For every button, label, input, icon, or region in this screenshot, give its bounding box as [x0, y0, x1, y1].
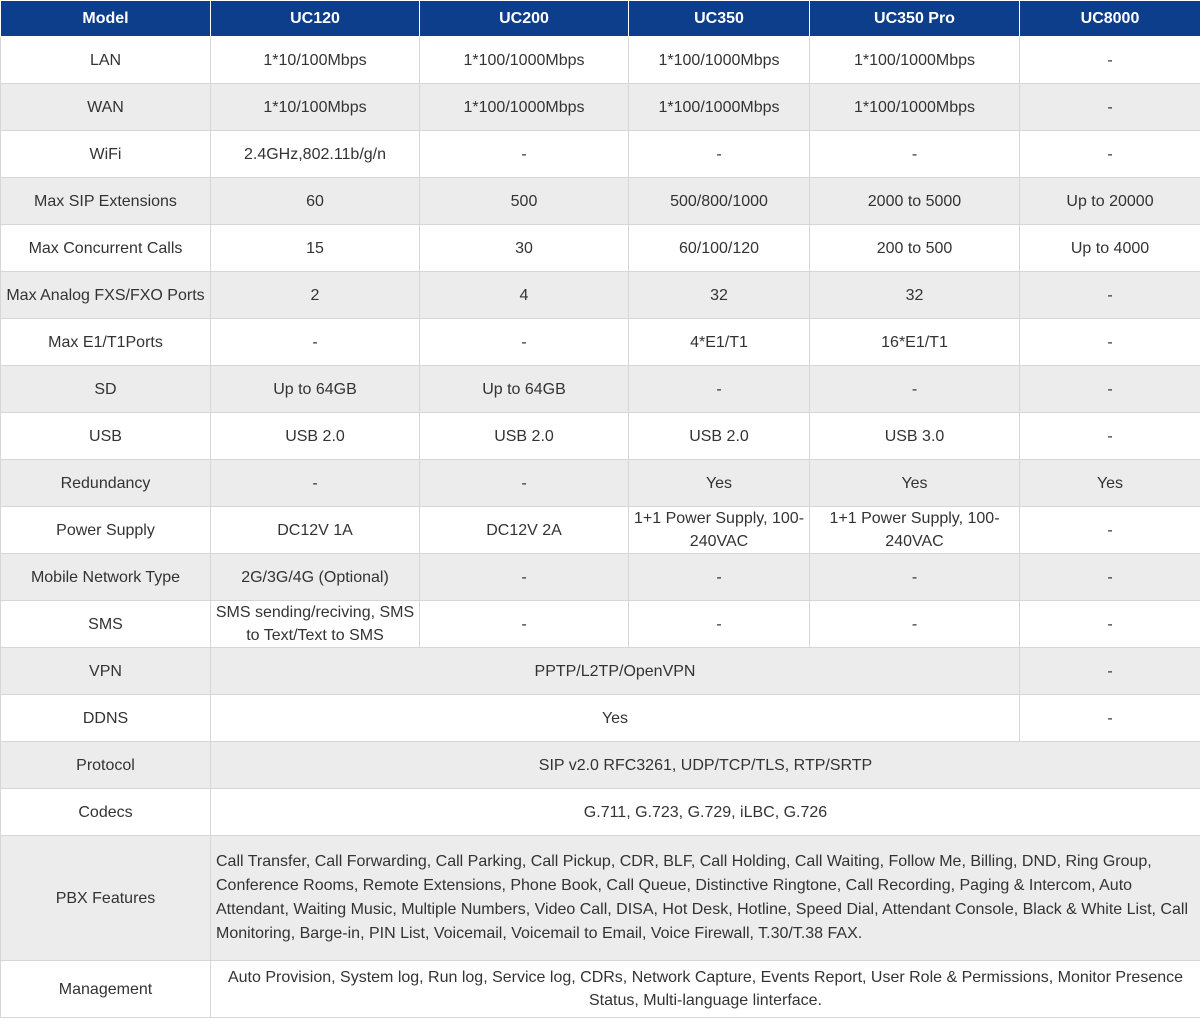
cell: Up to 64GB: [420, 366, 629, 413]
cell: USB 2.0: [629, 413, 810, 460]
row-label: Max Concurrent Calls: [1, 225, 211, 272]
merged-cell: G.711, G.723, G.729, iLBC, G.726: [211, 789, 1200, 836]
row-max-e1-t1-ports: [1, 319, 1200, 366]
cell: 1*10/100Mbps: [211, 84, 420, 131]
cell: Up to 64GB: [211, 366, 420, 413]
cell: 1*100/1000Mbps: [629, 37, 810, 84]
row-pbx-features: [1, 836, 1200, 961]
cell: -: [420, 554, 629, 601]
row-label: PBX Features: [1, 836, 211, 961]
cell: 1*100/1000Mbps: [810, 37, 1020, 84]
row-label: Max Analog FXS/FXO Ports: [1, 272, 211, 319]
header-uc8000: UC8000: [1020, 1, 1200, 37]
cell: -: [1020, 84, 1200, 131]
cell: 500: [420, 178, 629, 225]
cell: 1*10/100Mbps: [211, 37, 420, 84]
cell: -: [420, 131, 629, 178]
cell: -: [1020, 272, 1200, 319]
row-label: Management: [1, 961, 211, 1018]
cell: -: [1020, 648, 1200, 695]
row-label: WiFi: [1, 131, 211, 178]
cell: -: [1020, 554, 1200, 601]
row-label: Max E1/T1Ports: [1, 319, 211, 366]
cell: -: [420, 319, 629, 366]
header-model: Model: [1, 1, 211, 37]
header-uc350: UC350: [629, 1, 810, 37]
cell: 1+1 Power Supply, 100-240VAC: [629, 507, 810, 554]
cell: Up to 4000: [1020, 225, 1200, 272]
cell: 16*E1/T1: [810, 319, 1020, 366]
row-sd: [1, 366, 1200, 413]
cell: -: [629, 131, 810, 178]
row-vpn: [1, 648, 1200, 695]
cell: 1*100/1000Mbps: [629, 84, 810, 131]
row-label: LAN: [1, 37, 211, 84]
cell: SMS sending/reciving, SMS to Text/Text to SMS: [211, 601, 420, 648]
cell: -: [1020, 131, 1200, 178]
merged-cell: PPTP/L2TP/OpenVPN: [211, 648, 1020, 695]
cell: 2G/3G/4G (Optional): [211, 554, 420, 601]
row-usb: [1, 413, 1200, 460]
cell: -: [1020, 413, 1200, 460]
cell: 32: [629, 272, 810, 319]
row-max-analog-ports: [1, 272, 1200, 319]
row-wifi: [1, 131, 1200, 178]
merged-cell: Call Transfer, Call Forwarding, Call Parking, Call Pickup, CDR, BLF, Call Holding, Call Waiting, Follow Me, Billing, DND, Ring Group, Conference Rooms, Remote Extensions, Phone Book, Call Queue, Distinctive Ringtone, Call Recording, Paging & Intercom, Auto Attendant, Waiting Music, Multiple Numbers, Video Call, DISA, Hot Desk, Hotline, Speed Dial, Attendant Console, Black & White List, Call Monitoring, Barge-in, PIN List, Voicemail, Voicemail to Email, Voice Firewall, T.30/T.38 FAX.: [211, 836, 1200, 961]
cell: Yes: [629, 460, 810, 507]
row-label: Mobile Network Type: [1, 554, 211, 601]
cell: 200 to 500: [810, 225, 1020, 272]
header-uc200: UC200: [420, 1, 629, 37]
row-label: Codecs: [1, 789, 211, 836]
cell: 4: [420, 272, 629, 319]
cell: 30: [420, 225, 629, 272]
cell: -: [420, 460, 629, 507]
cell: USB 3.0: [810, 413, 1020, 460]
cell: DC12V 1A: [211, 507, 420, 554]
merged-cell: Auto Provision, System log, Run log, Service log, CDRs, Network Capture, Events Report, User Role & Permissions, Monitor Presence Status, Multi-language linterface.: [211, 961, 1200, 1018]
row-label: USB: [1, 413, 211, 460]
header-uc350-pro: UC350 Pro: [810, 1, 1020, 37]
cell: -: [1020, 366, 1200, 413]
cell: -: [810, 366, 1020, 413]
cell: -: [1020, 37, 1200, 84]
cell: -: [629, 601, 810, 648]
row-label: Redundancy: [1, 460, 211, 507]
row-max-concurrent-calls: [1, 225, 1200, 272]
merged-cell: Yes: [211, 695, 1020, 742]
row-max-sip-extensions: [1, 178, 1200, 225]
cell: -: [1020, 601, 1200, 648]
cell: -: [211, 319, 420, 366]
cell: -: [1020, 695, 1200, 742]
row-management: [1, 961, 1200, 1018]
cell: 2: [211, 272, 420, 319]
cell: -: [1020, 319, 1200, 366]
cell: -: [810, 601, 1020, 648]
cell: 1*100/1000Mbps: [810, 84, 1020, 131]
row-redundancy: [1, 460, 1200, 507]
cell: USB 2.0: [420, 413, 629, 460]
row-label: Max SIP Extensions: [1, 178, 211, 225]
cell: 1*100/1000Mbps: [420, 37, 629, 84]
cell: 2.4GHz,802.11b/g/n: [211, 131, 420, 178]
cell: -: [810, 554, 1020, 601]
header-uc120: UC120: [211, 1, 420, 37]
row-label: VPN: [1, 648, 211, 695]
cell: 2000 to 5000: [810, 178, 1020, 225]
cell: -: [629, 366, 810, 413]
row-label: SMS: [1, 601, 211, 648]
cell: 32: [810, 272, 1020, 319]
row-label: WAN: [1, 84, 211, 131]
row-label: DDNS: [1, 695, 211, 742]
row-label: SD: [1, 366, 211, 413]
cell: 60: [211, 178, 420, 225]
merged-cell: SIP v2.0 RFC3261, UDP/TCP/TLS, RTP/SRTP: [211, 742, 1200, 789]
row-label: Protocol: [1, 742, 211, 789]
cell: 15: [211, 225, 420, 272]
cell: 1+1 Power Supply, 100-240VAC: [810, 507, 1020, 554]
cell: 4*E1/T1: [629, 319, 810, 366]
cell: 500/800/1000: [629, 178, 810, 225]
row-mobile-network-type: [1, 554, 1200, 601]
cell: Yes: [810, 460, 1020, 507]
cell: USB 2.0: [211, 413, 420, 460]
cell: -: [1020, 507, 1200, 554]
row-wan: [1, 84, 1200, 131]
row-lan: [1, 37, 1200, 84]
cell: Up to 20000: [1020, 178, 1200, 225]
cell: 1*100/1000Mbps: [420, 84, 629, 131]
row-protocol: [1, 742, 1200, 789]
header-row: [1, 1, 1200, 37]
row-sms: [1, 601, 1200, 648]
cell: Yes: [1020, 460, 1200, 507]
cell: DC12V 2A: [420, 507, 629, 554]
row-power-supply: [1, 507, 1200, 554]
cell: 60/100/120: [629, 225, 810, 272]
cell: -: [211, 460, 420, 507]
row-ddns: [1, 695, 1200, 742]
row-codecs: [1, 789, 1200, 836]
cell: -: [810, 131, 1020, 178]
row-label: Power Supply: [1, 507, 211, 554]
cell: -: [629, 554, 810, 601]
cell: -: [420, 601, 629, 648]
